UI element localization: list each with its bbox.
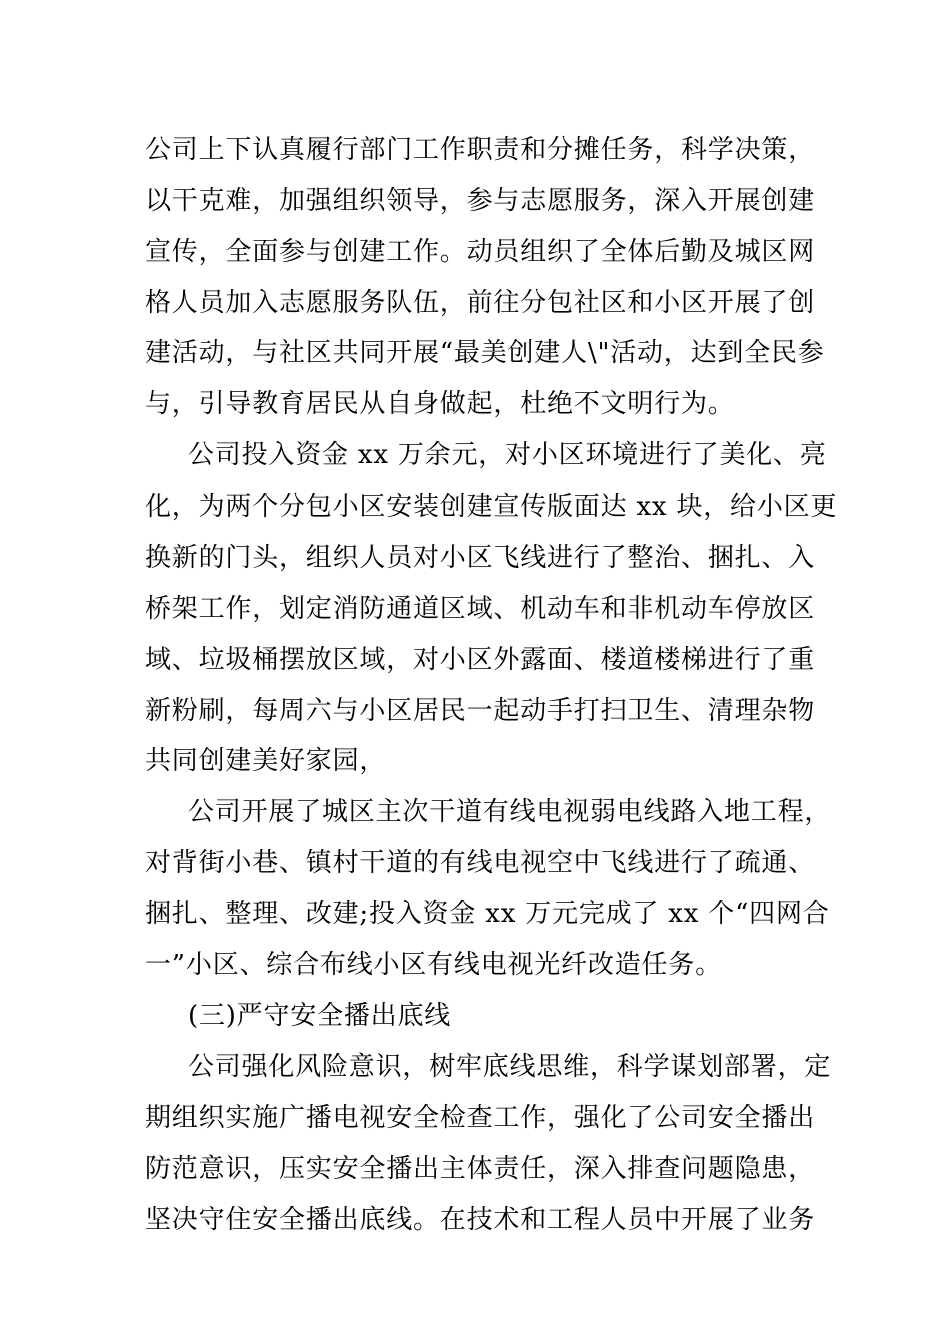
text-line: 与，引导教育居民从自身做起，杜绝不文明行为。: [145, 389, 735, 419]
text-line: 一”小区、综合布线小区有线电视光纤改造任务。: [145, 950, 722, 980]
text-line: 域、垃圾桶摆放区域，对小区外露面、楼道楼梯进行了重: [145, 645, 816, 675]
text-line: 坚决守住安全播出底线。在技术和工程人员中开展了业务: [145, 1205, 816, 1235]
paragraph-first-line: 公司投入资金 xx 万余元，对小区环境进行了美化、亮: [188, 440, 827, 470]
text-line: 桥架工作，划定消防通道区域、机动车和非机动车停放区: [145, 594, 816, 624]
paragraph-first-line: 公司强化风险意识，树牢底线思维，科学谋划部署，定: [188, 1052, 832, 1082]
text-line: 以干克难，加强组织领导，参与志愿服务，深入开展创建: [145, 186, 816, 216]
text-line: 建活动，与社区共同开展“最美创建人\"活动，达到全民参: [145, 338, 825, 368]
text-line: 防范意识，压实安全播出主体责任，深入排查问题隐患，: [145, 1154, 816, 1184]
text-line: 新粉刷，每周六与小区居民一起动手打扫卫生、清理杂物: [145, 696, 816, 726]
text-line: 化，为两个分包小区安装创建宣传版面达 xx 块，给小区更: [145, 492, 838, 522]
text-line: 期组织实施广播电视安全检查工作，强化了公司安全播出: [145, 1103, 816, 1133]
text-line: 共同创建美好家园，: [145, 746, 387, 776]
text-line: 宣传，全面参与创建工作。动员组织了全体后勤及城区网: [145, 237, 816, 267]
text-line: 捆扎、整理、改建;投入资金 xx 万元完成了 xx 个“四网合: [145, 899, 830, 929]
text-line: 对背街小巷、镇村干道的有线电视空中飞线进行了疏通、: [145, 848, 816, 878]
text-line: 格人员加入志愿服务队伍，前往分包社区和小区开展了创: [145, 288, 816, 318]
paragraph-first-line: 公司开展了城区主次干道有线电视弱电线路入地工程，: [188, 797, 832, 827]
section-heading: (三)严守安全播出底线: [188, 1001, 452, 1031]
text-line: 换新的门头，组织人员对小区飞线进行了整治、捆扎、入: [145, 543, 816, 573]
text-line: 公司上下认真履行部门工作职责和分摊任务，科学决策，: [145, 135, 816, 165]
